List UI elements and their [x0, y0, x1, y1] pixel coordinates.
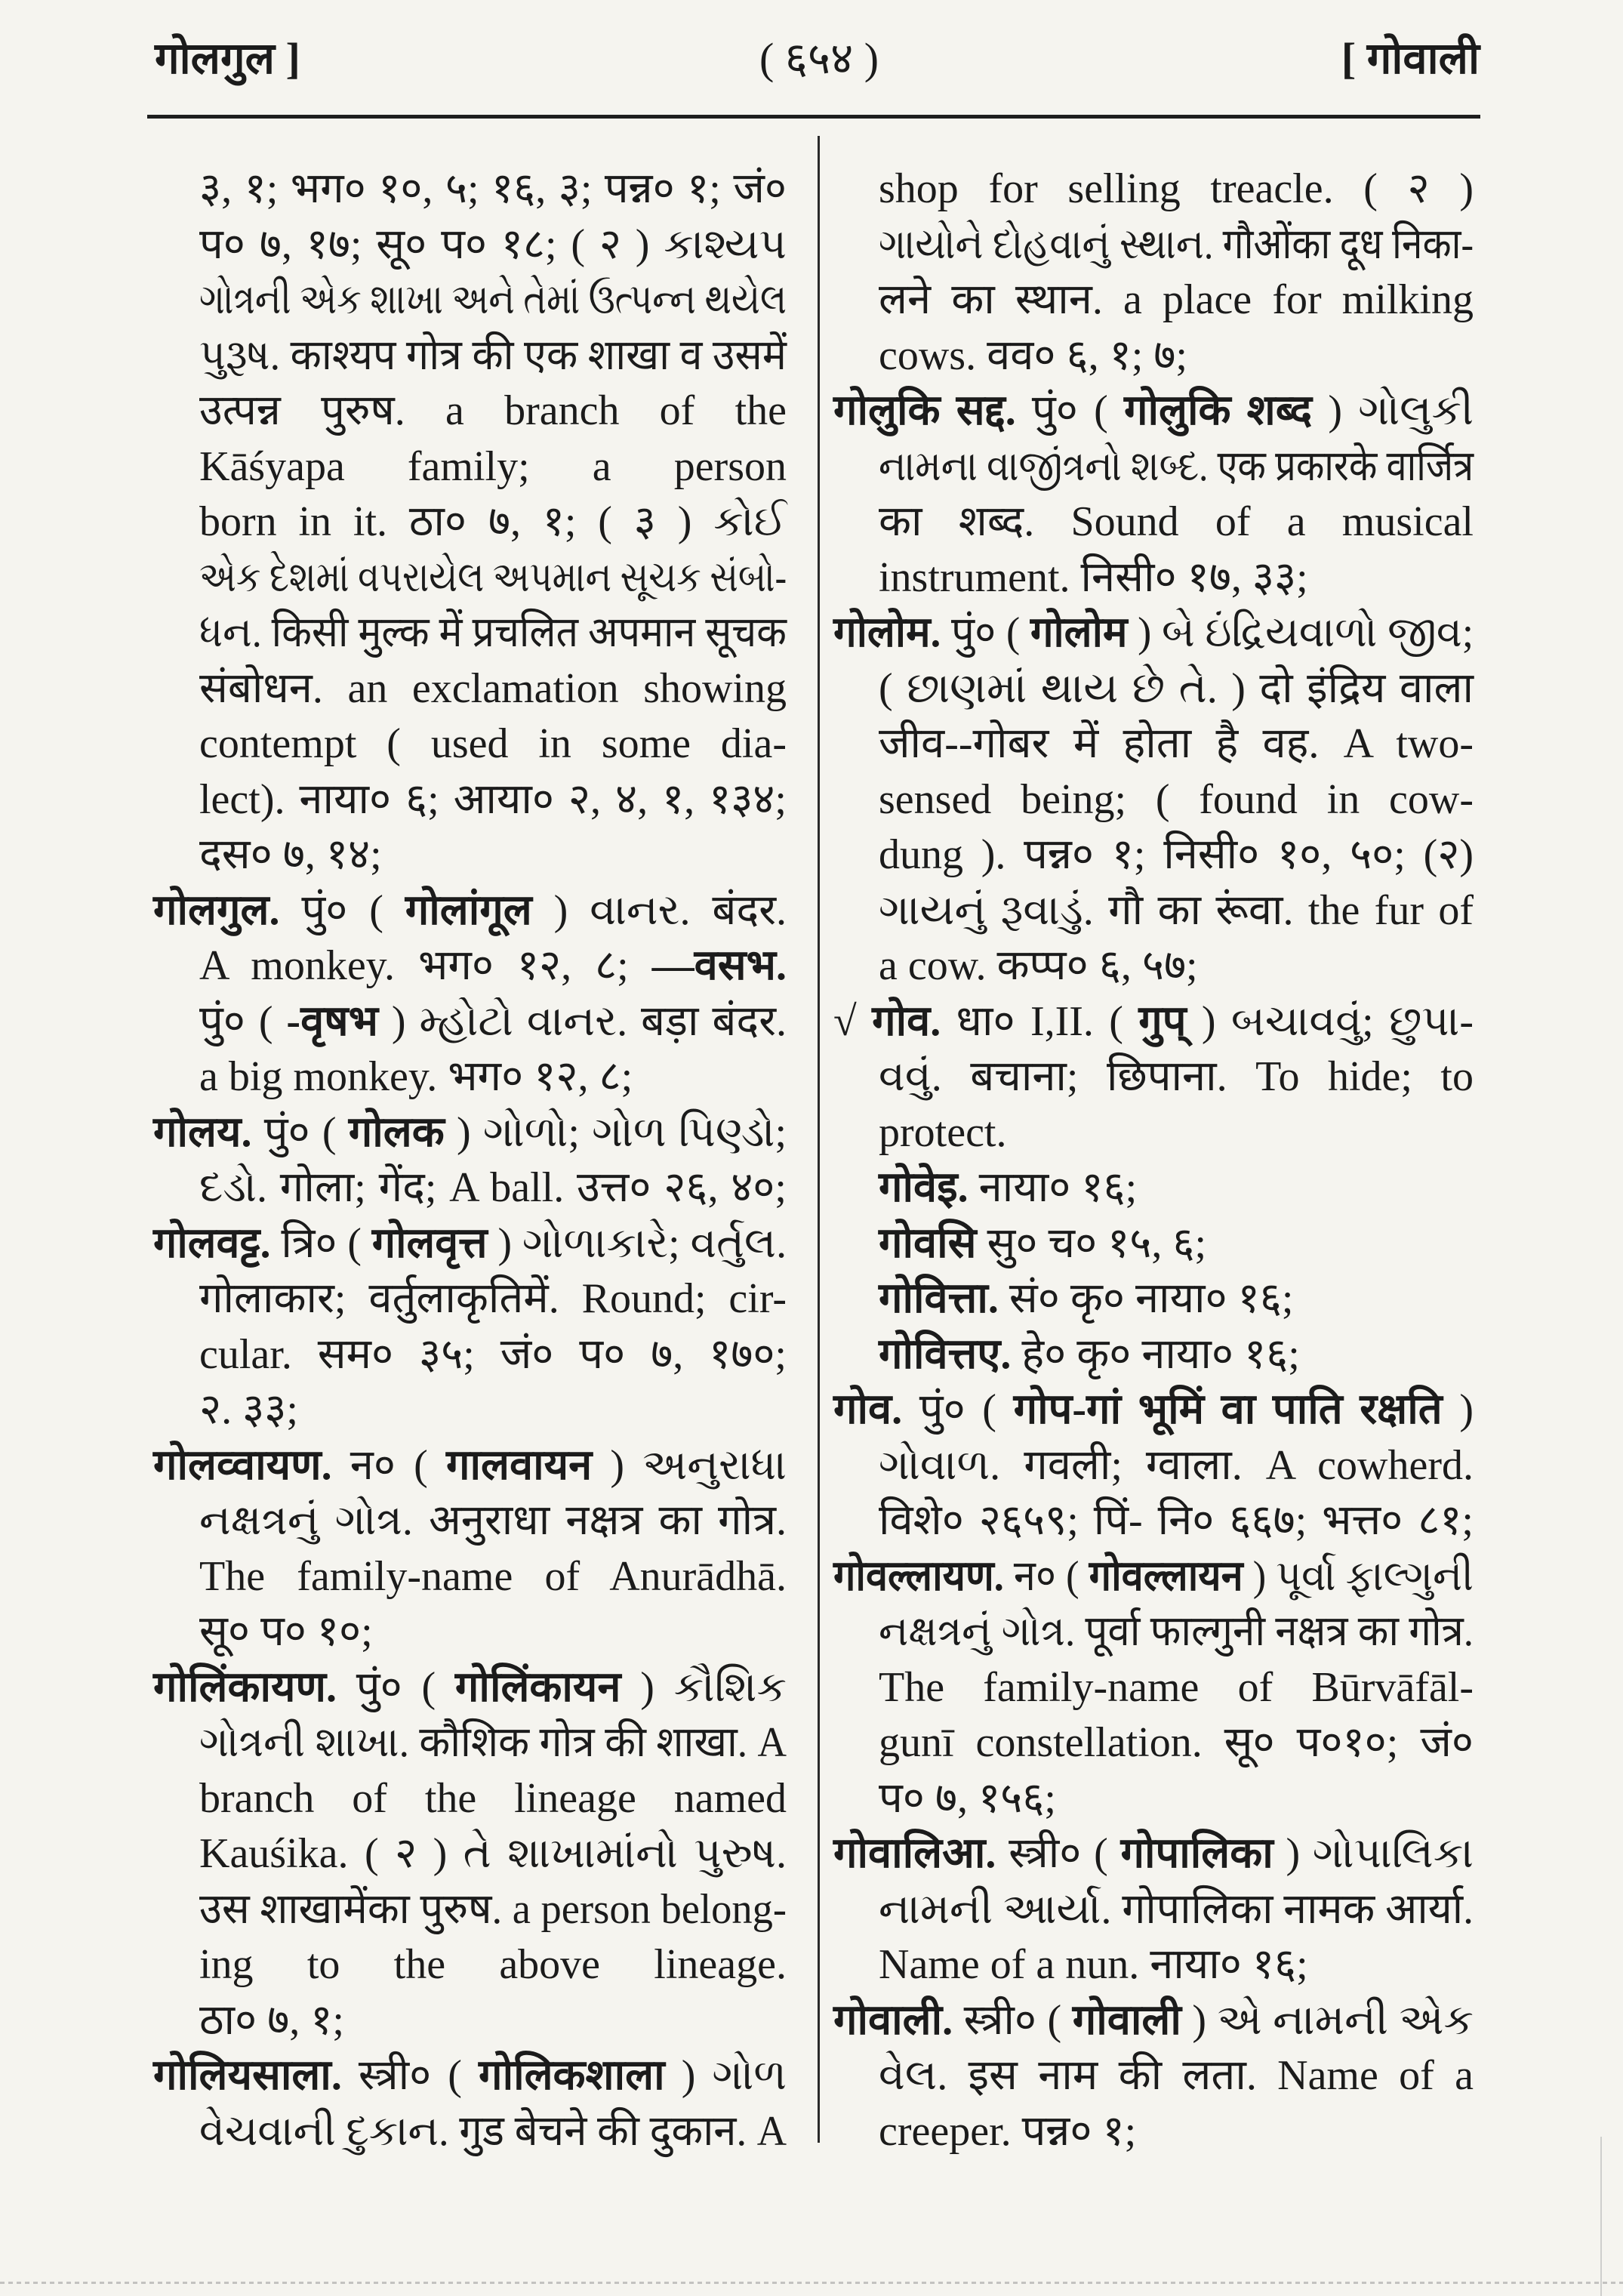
text-segment: ) [1442, 1386, 1474, 1433]
line-text [199, 1049, 633, 1105]
entry-line [199, 161, 787, 217]
line-text [153, 1660, 787, 1715]
line-text [199, 383, 787, 439]
entry-line [199, 2103, 787, 2159]
line-text [153, 1216, 787, 1271]
headword: गोव. [872, 997, 941, 1045]
line-text [879, 494, 1474, 550]
entry-first-line [153, 883, 787, 938]
entry-line [199, 827, 787, 883]
text-segment: २. ३३; [199, 1386, 298, 1433]
text-segment: branch of the lineage named [199, 1774, 787, 1822]
text-segment: lect). नाया० ६; आया० २, ४, १, १३४; [199, 775, 787, 823]
entry-line [199, 494, 787, 550]
entry-line [199, 1826, 787, 1881]
entry-line [879, 1771, 1474, 1826]
entry-line [199, 1937, 787, 1992]
text-segment: Kāśyapa family; a person [199, 442, 787, 490]
page-number: ( ६५४ ) [759, 34, 879, 83]
headword: गोलवृत्त [371, 1219, 488, 1267]
entry-line [199, 772, 787, 827]
line-text [199, 827, 382, 883]
entry-line [879, 1271, 1474, 1327]
text-segment: વેચવાની દુકાન. गुड बेचने की दुकान. A [199, 2107, 787, 2155]
line-text [879, 161, 1474, 217]
text-segment: विशे० २६५९; पिं- नि० ६६७; भत्त० ८१; [879, 1497, 1474, 1544]
text-segment: The family-name of Būrvāfāl- [879, 1663, 1474, 1711]
header-right-guide-word: [ गोवाली [1341, 34, 1480, 83]
entry-line [199, 1327, 787, 1382]
text-segment: उस शाखामेंका पुरुष. a person belong- [199, 1885, 787, 1933]
entry-line [199, 550, 787, 606]
text-segment: त्रि० ( [270, 1219, 372, 1267]
text-segment: पुं० ( [199, 997, 287, 1045]
text-segment: એક દેશમાં વપરાયેલ અપમાન સૂચક સંબો- [199, 553, 787, 601]
entry-line [199, 1382, 787, 1438]
headword: गोलगुल. [153, 886, 280, 934]
line-text [879, 1881, 1474, 1937]
line-text [879, 1105, 1006, 1160]
entry-line [199, 217, 787, 273]
line-text [879, 1660, 1474, 1715]
line-text [199, 494, 787, 550]
line-text [879, 217, 1474, 273]
text-segment: दस० ७, १४; [199, 831, 382, 878]
line-text [199, 328, 787, 384]
text-segment: વવું. बचाना; छिपाना. To hide; to [879, 1053, 1474, 1100]
entry-line [879, 883, 1474, 938]
headword: गोप-गां भूमिं वा पाति रक्षति [1013, 1386, 1443, 1433]
entry-line [199, 328, 787, 384]
headword: गोलुकि शब्द [1123, 387, 1313, 434]
line-text [833, 605, 1474, 661]
text-segment: ગોવાળ. गवली; ग्वाला. A cowherd. [879, 1441, 1474, 1489]
text-segment: a big monkey. भग० १२, ८; [199, 1053, 633, 1100]
text-segment: ) ગોળ [664, 2052, 787, 2099]
text-segment: जीव--गोबर में होता है वह. A two- [879, 720, 1474, 767]
entry-line [879, 1105, 1474, 1160]
text-segment: ( છાણમાં થાય છે તે. ) दो इंद्रिय वाला [879, 664, 1474, 712]
text-segment: નક્ષત્રનું ગોત્ર. अनुराधा नक्षत्र का गोत्र. [199, 1497, 787, 1544]
text-segment: The family-name of Anurādhā. [199, 1552, 787, 1600]
line-text [199, 272, 787, 328]
line-text [153, 1438, 787, 1493]
line-text [879, 827, 1474, 883]
entry-line [199, 1271, 787, 1327]
entry-first-line [833, 994, 1474, 1049]
entry-line [879, 217, 1474, 273]
text-segment: creeper. पन्न० १; [879, 2107, 1137, 2155]
scan-edge-right [1600, 2137, 1602, 2296]
text-segment: ) કૌશિક [621, 1663, 787, 1711]
entry-line [879, 550, 1474, 606]
line-text [879, 1438, 1474, 1493]
entry-line [199, 1604, 787, 1660]
text-segment: ગાયોને દોહવાનું સ્થાન. गौओंका दूध निका- [879, 220, 1474, 268]
line-text [879, 439, 1474, 495]
line-text [879, 272, 1474, 328]
entry-first-line [153, 1660, 787, 1715]
headword: गोवित्ता. [879, 1275, 999, 1322]
entry-line [879, 2103, 1474, 2159]
line-text [199, 661, 787, 717]
line-text [199, 1549, 787, 1604]
text-segment: ) ગોળાકારે; વર્તુલ. [487, 1219, 787, 1267]
headword: गोलव्वायण. [153, 1441, 332, 1489]
entry-line [199, 994, 787, 1049]
text-segment: पुं० ( [279, 886, 405, 934]
entry-line [879, 328, 1474, 384]
line-text [879, 1604, 1474, 1660]
line-text [833, 994, 1474, 1049]
entry-first-line [833, 1992, 1474, 2048]
headword: गोवाली. [833, 1996, 953, 2044]
text-segment: protect. [879, 1108, 1007, 1156]
text-segment: નામના વાજીંત્રનો શબ્દ. एक प्रकारके वार्जित्र [879, 442, 1474, 490]
text-segment: धा० I,II. ( [941, 997, 1139, 1045]
entry-first-line [153, 1105, 787, 1160]
entry-line [199, 1715, 787, 1771]
line-text [879, 938, 1198, 994]
headword: गोलिकशाला [479, 2052, 665, 2099]
entry-first-line [833, 383, 1474, 439]
entry-line [879, 1216, 1474, 1271]
headword: गोलय. [153, 1108, 252, 1156]
text-segment: संबोधन. an exclamation showing [199, 664, 787, 712]
entry-line [879, 494, 1474, 550]
text-segment: प० ७, १५६; [879, 1774, 1056, 1822]
line-text [879, 772, 1474, 827]
line-text [879, 1327, 1300, 1382]
text-segment: सू० प० १०; [199, 1608, 373, 1655]
text-segment: पुं० ( [902, 1386, 1014, 1433]
text-segment: A monkey. भग० १२, ८; [199, 942, 652, 989]
line-text [199, 1771, 787, 1826]
text-segment: पुं० ( [941, 609, 1030, 656]
text-segment: a cow. कप्प० ६, ५७; [879, 942, 1198, 989]
line-text [199, 161, 787, 217]
headword: गोव. [833, 1386, 903, 1433]
line-text [199, 1826, 787, 1881]
headword: गोवल्लायण. [833, 1552, 1004, 1600]
entry-line [199, 383, 787, 439]
headword: गोलवट्ट. [153, 1219, 271, 1267]
headword: गोलोम [1030, 609, 1128, 656]
text-segment: નક્ષત્રનું ગોત્ર. पूर्वा फाल्गुनी नक्षत्र का गोत्र. [879, 1608, 1474, 1655]
text-segment: ) એ નામની એક [1181, 1996, 1474, 2044]
line-text [879, 1771, 1056, 1826]
entry-line [199, 1771, 787, 1826]
line-text [879, 1715, 1474, 1771]
entry-line [879, 1604, 1474, 1660]
entry-line [879, 1715, 1474, 1771]
entry-first-line [833, 1549, 1474, 1604]
entry-line [879, 1327, 1474, 1382]
entry-line [199, 1881, 787, 1937]
column-divider [818, 136, 820, 2143]
text-segment: dung ). पन्न० १; निसी० १०, ५०; (२) [879, 831, 1474, 878]
entry-line [199, 1549, 787, 1604]
line-text [199, 938, 787, 994]
headword: गोवाली [1072, 1996, 1181, 2044]
line-text [833, 383, 1474, 439]
text-segment: વેલ. इस नाम की लता. Name of a [879, 2052, 1474, 2099]
headword: गोलोम. [833, 609, 941, 656]
headword: गोलुकि सद्द. [833, 387, 1016, 434]
text-segment: નામની આર્યા. गोपालिका नामक आर्या. [879, 1885, 1474, 1933]
line-text [199, 772, 787, 827]
text-segment: gunī constellation. सू० प०१०; जं० [879, 1719, 1474, 1766]
text-segment: ) ગોપાલિકા [1273, 1830, 1474, 1877]
text-segment: पुं० ( [336, 1663, 455, 1711]
text-segment: पुं० ( [251, 1108, 349, 1156]
text-segment: ) બે ઇંદ્રિયવાળો જીવ; [1127, 609, 1474, 656]
headword: गोलांगूल [405, 886, 532, 934]
text-segment: ગાયનું રૂવાડું. गौ का रूंवा. the fur of [879, 886, 1474, 934]
text-segment: का शब्द. Sound of a musical [879, 498, 1474, 545]
entry-line [199, 605, 787, 661]
entry-first-line [153, 2048, 787, 2103]
line-text [879, 1160, 1137, 1216]
text-segment: ठा० ७, १; [199, 1996, 344, 2044]
entry-line [199, 716, 787, 772]
entry-line [199, 938, 787, 994]
line-text [153, 1105, 787, 1160]
entry-line [879, 1937, 1474, 1992]
entry-line [199, 1160, 787, 1216]
line-text [879, 1049, 1474, 1105]
scan-edge-bottom [0, 2282, 1623, 2284]
entry-first-line [833, 1826, 1474, 1881]
text-segment: Kauśika. ( २ ) તે શાખામાંનો પુરુષ. [199, 1830, 787, 1877]
line-text [833, 1382, 1474, 1438]
line-text [199, 1881, 787, 1937]
text-segment: स्त्री० ( [996, 1830, 1121, 1877]
text-segment: सु० च० १५, ६; [976, 1219, 1207, 1267]
line-text [199, 1937, 787, 1992]
entry-line [199, 1493, 787, 1549]
text-segment: cular. सम० ३५; जं० प० ७, १७०; [199, 1330, 787, 1378]
line-text [199, 439, 787, 495]
text-segment: ing to the above lineage. [199, 1941, 787, 1988]
headword: गोपालिका [1120, 1830, 1273, 1877]
text-segment: ) ગોળો; ગોળ પિણ્ડો; [444, 1108, 787, 1156]
line-text [199, 1604, 373, 1660]
headword: गालवायन [445, 1441, 593, 1489]
headword: गोलियसाला. [153, 2052, 342, 2099]
line-text [199, 1271, 787, 1327]
line-text [199, 1327, 787, 1382]
line-text [879, 883, 1474, 938]
text-segment: उत्पन्न पुरुष. a branch of the [199, 387, 787, 434]
text-segment: नाया० १६; [968, 1164, 1138, 1211]
text-segment: sensed being; ( found in cow- [879, 775, 1474, 823]
entry-first-line [153, 1216, 787, 1271]
headword: गोलक [348, 1108, 445, 1156]
headword: गोलिंकायन [454, 1663, 621, 1711]
line-text [879, 1493, 1474, 1549]
line-text [199, 1382, 298, 1438]
entry-line [199, 1049, 787, 1105]
line-text [199, 1992, 344, 2048]
text-segment: ગોત્રની એક શાખા અને તેમાં ઉત્પન્ન થયેલ [199, 276, 787, 323]
line-text [199, 217, 787, 273]
text-segment: न० ( [331, 1441, 446, 1489]
headword: गोलिंकायण. [153, 1663, 337, 1711]
line-text [879, 661, 1474, 717]
text-segment: ) ગોલુકી [1312, 387, 1474, 434]
line-text [879, 1271, 1293, 1327]
headword: गोवालिआ. [833, 1830, 996, 1877]
text-segment: ३, १; भग० १०, ५; १६, ३; पन्न० १; जं० [199, 165, 787, 212]
entry-line [199, 272, 787, 328]
text-segment: ) વાનર. बंदर. [531, 886, 787, 934]
entry-line [879, 161, 1474, 217]
text-segment: √ [833, 997, 873, 1045]
entry-line [879, 1438, 1474, 1493]
entry-line [879, 772, 1474, 827]
line-text [199, 1160, 787, 1216]
text-segment: ) પૂર્વા ફાલ્ગુની [1243, 1552, 1474, 1600]
entry-line [879, 938, 1474, 994]
text-segment: shop for selling treacle. ( २ ) [879, 165, 1474, 212]
line-text [833, 1992, 1474, 2048]
text-segment: દડો. गोला; गेंद; A ball. उत्त० २६, ४०; [199, 1164, 787, 1211]
line-text [833, 1549, 1474, 1604]
line-text [879, 716, 1474, 772]
line-text [199, 2103, 787, 2159]
text-segment: cows. वव० ६, १; ७; [879, 331, 1187, 379]
text-segment: contempt ( used in some dia- [199, 720, 787, 767]
line-text [199, 1493, 787, 1549]
text-segment: लने का स्थान. a place for milking [879, 276, 1474, 323]
text-segment: हे० कृ० नाया० १६; [1011, 1330, 1300, 1378]
line-text [199, 716, 787, 772]
line-text [153, 883, 787, 938]
entry-line [199, 1992, 787, 2048]
headword: गोवेइ. [879, 1164, 969, 1211]
header-left-guide-word: गोलगुल ] [155, 34, 300, 83]
text-segment: प० ७, १७; सू० प० १८; ( २ ) કાશ્યપ [199, 220, 787, 268]
headword: गोवित्तए. [879, 1330, 1012, 1378]
line-text [879, 550, 1308, 606]
text-segment: स्त्री० ( [341, 2052, 479, 2099]
text-segment: पुं० ( [1015, 387, 1124, 434]
line-text [199, 550, 787, 606]
text-segment: ) મ્હોટો વાનર. बड़ा बंदर. [377, 997, 787, 1045]
text-segment: પુરૂષ. काश्यप गोत्र की एक शाखा व उसमें [199, 331, 787, 379]
entry-line [199, 661, 787, 717]
entry-line [879, 1049, 1474, 1105]
entry-line [879, 439, 1474, 495]
headword: गुप् [1138, 997, 1187, 1045]
text-segment: ) અનુરાધા [592, 1441, 787, 1489]
headword: गोवल्लायन [1089, 1552, 1243, 1600]
text-segment: born in it. ठा० ७, १; ( ३ ) કોઈ [199, 498, 787, 545]
entry-line [879, 2048, 1474, 2103]
line-text [879, 2048, 1474, 2103]
entry-first-line [833, 605, 1474, 661]
header-rule [147, 115, 1480, 119]
entry-first-line [833, 1382, 1474, 1438]
entry-line [199, 439, 787, 495]
entry-line [879, 1881, 1474, 1937]
entry-line [879, 661, 1474, 717]
line-text [199, 994, 787, 1049]
line-text [199, 1715, 787, 1771]
text-segment: सं० कृ० नाया० १६; [998, 1275, 1294, 1322]
entry-line [879, 1493, 1474, 1549]
line-text [153, 2048, 787, 2103]
entry-line [879, 827, 1474, 883]
line-text [879, 328, 1187, 384]
text-segment: Name of a nun. नाया० १६; [879, 1941, 1308, 1988]
text-segment: स्त्री० ( [953, 1996, 1073, 2044]
entry-line [879, 272, 1474, 328]
line-text [199, 605, 787, 661]
line-text [879, 1216, 1206, 1271]
text-segment: instrument. निसी० १७, ३३; [879, 553, 1308, 601]
entry-line [879, 1160, 1474, 1216]
headword: —वसभ. [651, 942, 787, 989]
headword: गोवसि [879, 1219, 977, 1267]
headword: -वृषभ [286, 997, 378, 1045]
text-segment: ધન. किसी मुल्क में प्रचलित अपमान सूचक [199, 609, 787, 656]
text-segment: न० ( [1003, 1552, 1089, 1600]
entry-line [879, 1660, 1474, 1715]
entry-line [879, 716, 1474, 772]
text-segment: ગોત્રની શાખા. कौशिक गोत्र की शाखा. A [199, 1719, 787, 1766]
line-text [879, 1937, 1308, 1992]
text-segment: ) બચાવવું; છુપા- [1186, 997, 1474, 1045]
line-text [833, 1826, 1474, 1881]
line-text [879, 2103, 1136, 2159]
text-segment: गोलाकार; वर्तुलाकृतिमें. Round; cir- [199, 1275, 787, 1322]
entry-first-line [153, 1438, 787, 1493]
